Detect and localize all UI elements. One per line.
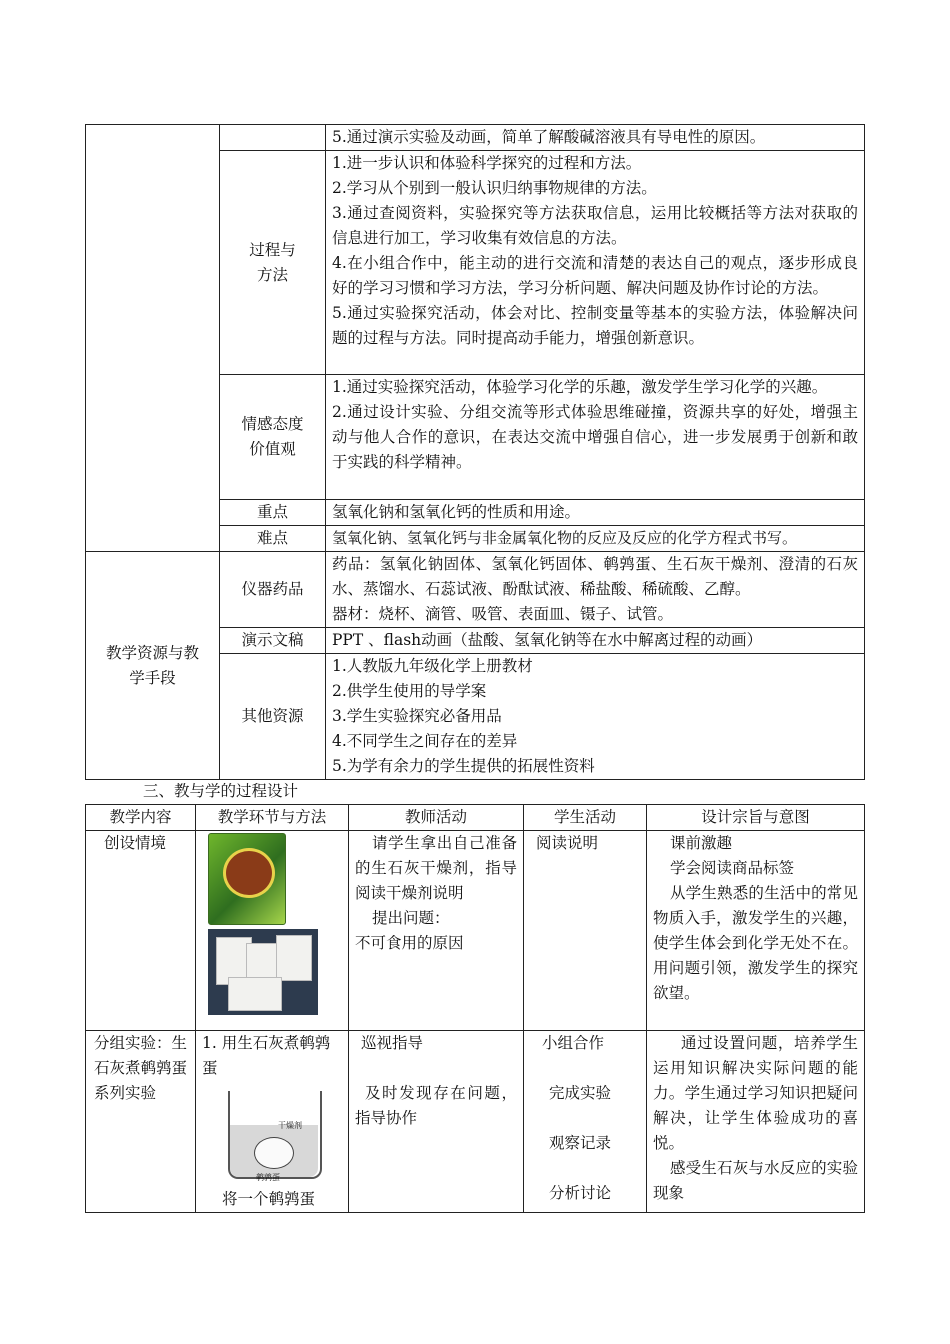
key-point-label: 重点 [220, 500, 326, 526]
emotion-item: 2.通过设计实验、分组交流等形式体验思维碰撞，资源共享的好处，增强主动与他人合作的意识，在表达交流中增强自信心，进一步发展勇于创新和敢于实践的科学精神。 [332, 403, 858, 471]
resources-label: 教学资源与教 学手段 [86, 552, 220, 780]
experiment-teacher: 巡视指导 及时发现存在问题，指导协作 [349, 1031, 524, 1213]
key-point-text: 氢氧化钠和氢氧化钙的性质和用途。 [326, 500, 865, 526]
difficulty-text: 氢氧化钠、氢氧化钙与非金属氧化物的反应及反应的化学方程式书写。 [326, 526, 865, 552]
other-content [326, 654, 865, 780]
header-row [86, 805, 865, 831]
desiccant-package-image [208, 833, 286, 925]
header-teacher: 教师活动 [349, 805, 524, 831]
process-label: 过程与 方法 [220, 151, 326, 375]
knowledge-label-cell [220, 125, 326, 151]
demo-text: PPT 、flash动画（盐酸、氢氧化钠等在水中解离过程的动画） [326, 628, 865, 654]
experiment-student: 小组合作 完成实验 观察记录 分析讨论 [524, 1031, 647, 1213]
other-item: 5.为学有余力的学生提供的拓展性资料 [332, 757, 595, 775]
beaker-image: 干燥剂 鹌鹑蛋 [220, 1085, 330, 1181]
process-item: 5.通过实验探究活动，体会对比、控制变量等基本的实验方法，体验解决问题的过程与方法。同时提高动手能力，增强创新意识。 [332, 304, 858, 347]
other-item: 4.不同学生之间存在的差异 [332, 732, 518, 750]
desiccant-sachets-image [208, 929, 318, 1015]
other-item: 1.人教版九年级化学上册教材 [332, 657, 533, 675]
experiment-content: 分组实验：生石灰煮鹌鹑蛋系列实验 [86, 1031, 196, 1213]
emotion-item: 1.通过实验探究活动，体验学习化学的乐趣，激发学生学习化学的兴趣。 [332, 378, 828, 396]
situation-row [86, 831, 865, 1031]
header-purpose: 设计宗旨与意图 [647, 805, 865, 831]
difficulty-label: 难点 [220, 526, 326, 552]
process-item: 1.进一步认识和体验科学探究的过程和方法。 [332, 154, 642, 172]
process-item: 4.在小组合作中，能主动的进行交流和清楚的表达自己的观点，逐步形成良好的学习习惯和学习方法，学习分析问题、解决问题及协作讨论的方法。 [332, 254, 858, 297]
header-content: 教学内容 [86, 805, 196, 831]
process-item: 2.学习从个别到一般认识归纳事物规律的方法。 [332, 179, 657, 197]
other-label: 其他资源 [220, 654, 326, 780]
knowledge-item-5: 5.通过演示实验及动画，简单了解酸碱溶液具有导电性的原因。 [332, 128, 766, 146]
emotion-content [326, 375, 865, 500]
situation-purpose: 课前激趣 学会阅读商品标签 从学生熟悉的生活中的常见物质入手，激发学生的兴趣，使学生体会到化学无处不在。用问题引领，激发学生的探究欲望。 [647, 831, 865, 1031]
knowledge-row [86, 125, 865, 151]
demo-label: 演示文稿 [220, 628, 326, 654]
emotion-label: 情感态度 价值观 [220, 375, 326, 500]
instruments-content [326, 552, 865, 628]
experiment-row [86, 1031, 865, 1213]
instruments-row [86, 552, 865, 628]
process-content [326, 151, 865, 375]
instruments-chemicals: 药品：氢氧化钠固体、氢氧化钙固体、鹌鹑蛋、生石灰干燥剂、澄清的石灰水、蒸馏水、石蕊试液、酚酞试液、稀盐酸、稀硫酸、乙醇。 [332, 555, 858, 598]
situation-teacher: 请学生拿出自己准备的生石灰干燥剂，指导阅读干燥剂说明 提出问题： 不可食用的原因 [349, 831, 524, 1031]
header-student: 学生活动 [524, 805, 647, 831]
situation-method [196, 831, 349, 1031]
other-item: 3.学生实验探究必备用品 [332, 707, 502, 725]
process-design-table [85, 804, 865, 1213]
experiment-method: 1. 用生石灰煮鹌鹑蛋 干燥剂 鹌鹑蛋 将一个鹌鹑蛋 [196, 1031, 349, 1213]
instruments-equipment: 器材：烧杯、滴管、吸管、表面皿、镊子、试管。 [332, 605, 674, 623]
header-method: 教学环节与方法 [196, 805, 349, 831]
experiment-purpose: 通过设置问题，培养学生运用知识解决实际问题的能力。学生通过学习知识把疑问解决，让学生体验成功的喜悦。 感受生石灰与水反应的实验现象 [647, 1031, 865, 1213]
section-heading: 三、教与学的过程设计 [143, 782, 299, 800]
objectives-category-cell [86, 125, 220, 552]
situation-content: 创设情境 [86, 831, 196, 1031]
other-item: 2.供学生使用的导学案 [332, 682, 487, 700]
situation-student: 阅读说明 [524, 831, 647, 1031]
instruments-label: 仪器药品 [220, 552, 326, 628]
objectives-table [85, 124, 865, 780]
process-item: 3.通过查阅资料，实验探究等方法获取信息，运用比较概括等方法对获取的信息进行加工，学习收集有效信息的方法。 [332, 204, 858, 247]
